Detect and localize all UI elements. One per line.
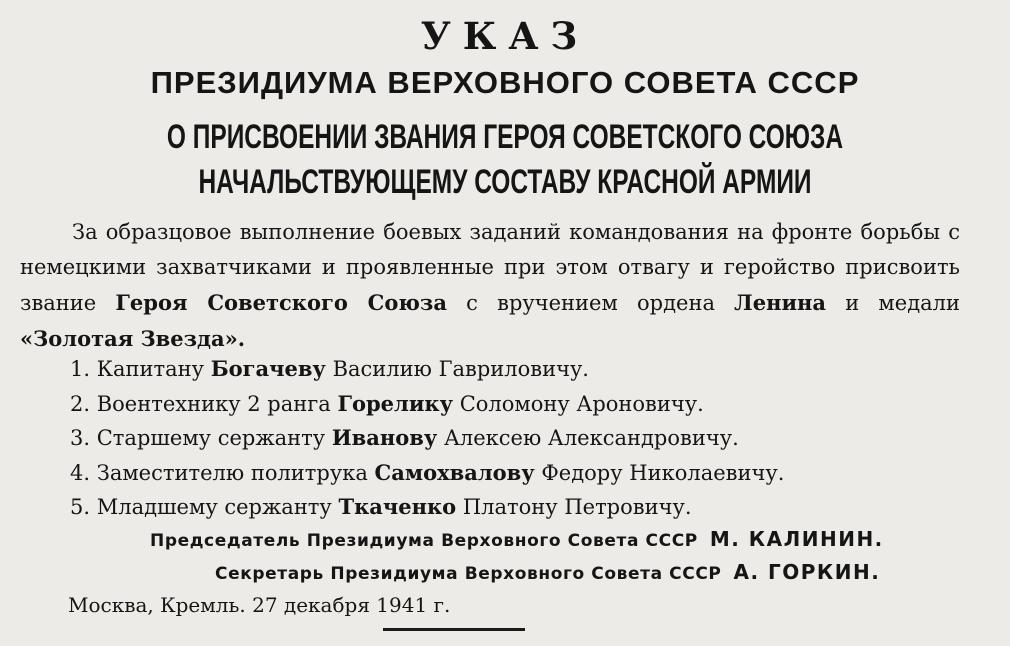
awardees-list	[70, 352, 950, 525]
list-item	[70, 387, 950, 422]
awardee-given-names: Федору Николаевичу.	[541, 460, 785, 485]
list-item	[70, 352, 950, 387]
awardee-given-names: Платону Петровичу.	[462, 495, 692, 519]
list-item	[70, 490, 950, 525]
secretary-name: А. ГОРКИН.	[733, 560, 881, 584]
awardee-rank: Старшему сержанту	[96, 426, 326, 450]
awardee-number: 5.	[70, 495, 91, 519]
body-text-1: За образцовое выполнение боевых заданий командования на фронте борьбы с немецкими захватчиками и проявленные при этом отвагу и геройство присвоить звание	[20, 220, 960, 315]
chairman-signature	[150, 527, 884, 553]
awardee-surname: Богачеву	[210, 356, 326, 381]
decree-heading-line-2: НАЧАЛЬСТВУЮЩЕМУ СОСТАВУ КРАСНОЙ АРМИИ	[198, 163, 812, 201]
awardee-surname: Иванову	[331, 425, 438, 450]
secretary-signature	[215, 560, 880, 586]
decree-body-paragraph	[20, 215, 960, 357]
body-bold-hero-title: Героя Советского Союза	[115, 290, 447, 315]
body-bold-gold-star: «Золотая Звезда».	[20, 326, 246, 351]
awardee-rank: Младшему сержанту	[96, 495, 332, 519]
awardee-number: 2.	[70, 391, 91, 416]
awardee-rank: Капитану	[96, 357, 204, 381]
awardee-given-names: Алексею Александровичу.	[443, 426, 739, 450]
decree-title: УКАЗ	[420, 14, 590, 58]
list-item	[70, 421, 950, 456]
awardee-number: 1.	[70, 357, 91, 381]
closing-rule-divider	[383, 628, 525, 631]
awardee-rank: Заместителю политрука	[96, 460, 368, 485]
awardee-rank: Воентехнику 2 ранга	[96, 391, 331, 416]
awardee-given-names: Соломону Ароновичу.	[459, 391, 704, 416]
body-bold-order-lenin: Ленина	[734, 290, 827, 315]
awardee-surname: Ткаченко	[338, 494, 457, 519]
place-and-date: Москва, Кремль. 27 декабря 1941 г.	[68, 593, 451, 617]
secretary-title: Секретарь Президиума Верховного Совета СССР	[215, 564, 722, 584]
list-item	[70, 456, 950, 491]
body-text-3: и медали	[826, 291, 960, 315]
body-text-2: с вручением ордена	[446, 291, 735, 315]
awardee-given-names: Василию Гавриловичу.	[332, 357, 589, 381]
awardee-number: 4.	[70, 460, 91, 485]
decree-subtitle: ПРЕЗИДИУМА ВЕРХОВНОГО СОВЕТА СССР	[150, 65, 860, 100]
chairman-title: Председатель Президиума Верховного Совета СССР	[150, 531, 698, 551]
decree-heading-line-1: О ПРИСВОЕНИИ ЗВАНИЯ ГЕРОЯ СОВЕТСКОГО СОЮЗА	[166, 118, 844, 156]
chairman-name: М. КАЛИНИН.	[709, 527, 884, 551]
awardee-surname: Самохвалову	[374, 459, 535, 485]
awardee-surname: Горелику	[337, 390, 454, 416]
awardee-number: 3.	[70, 426, 91, 450]
